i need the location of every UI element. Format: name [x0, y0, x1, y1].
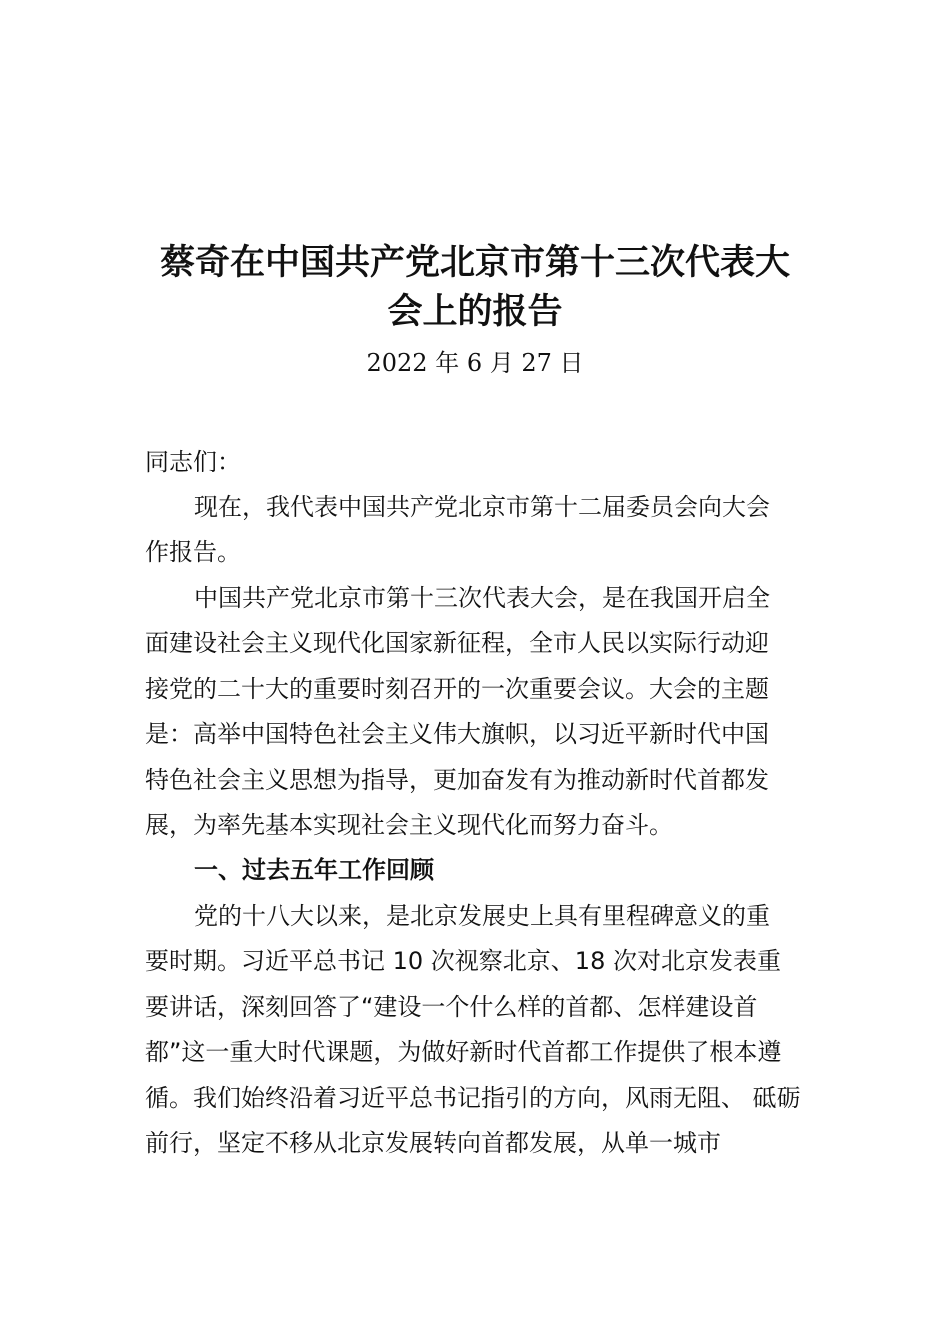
salutation: 同志们： [145, 448, 241, 476]
paragraph-line: 特色社会主义思想为指导，更加奋发有为推动新时代首都发 [145, 766, 769, 794]
paragraph-line: 前行，坚定不移从北京发展转向首都发展，从单一城市 [145, 1129, 721, 1157]
paragraph-line: 党的十八大以来，是北京发展史上具有里程碑意义的重 [194, 902, 770, 930]
paragraph-line: 现在，我代表中国共产党北京市第十二届委员会向大会 [194, 493, 770, 521]
document-title-line-2: 会上的报告 [387, 292, 563, 332]
paragraph-line: 都”这一重大时代课题，为做好新时代首都工作提供了根本遵 [145, 1038, 782, 1066]
paragraph-line: 要讲话，深刻回答了“建设一个什么样的首都、怎样建设首 [145, 993, 758, 1021]
paragraph-line: 要时期。习近平总书记 10 次视察北京、18 次对北京发表重 [145, 947, 781, 975]
paragraph-line: 展，为率先基本实现社会主义现代化而努力奋斗。 [145, 811, 673, 839]
document-date: 2022 年 6 月 27 日 [366, 349, 584, 377]
paragraph-line: 面建设社会主义现代化国家新征程，全市人民以实际行动迎 [145, 629, 769, 657]
paragraph-line: 循。我们始终沿着习近平总书记指引的方向，风雨无阻、 砥砺 [145, 1084, 801, 1112]
paragraph-line: 是：高举中国特色社会主义伟大旗帜，以习近平新时代中国 [145, 720, 769, 748]
document-title-line-1: 蔡奇在中国共产党北京市第十三次代表大 [159, 243, 790, 283]
paragraph-line: 作报告。 [145, 538, 241, 566]
section-heading: 一、过去五年工作回顾 [194, 856, 434, 884]
paragraph-line: 接党的二十大的重要时刻召开的一次重要会议。大会的主题 [145, 675, 769, 703]
paragraph-line: 中国共产党北京市第十三次代表大会，是在我国开启全 [194, 584, 770, 612]
